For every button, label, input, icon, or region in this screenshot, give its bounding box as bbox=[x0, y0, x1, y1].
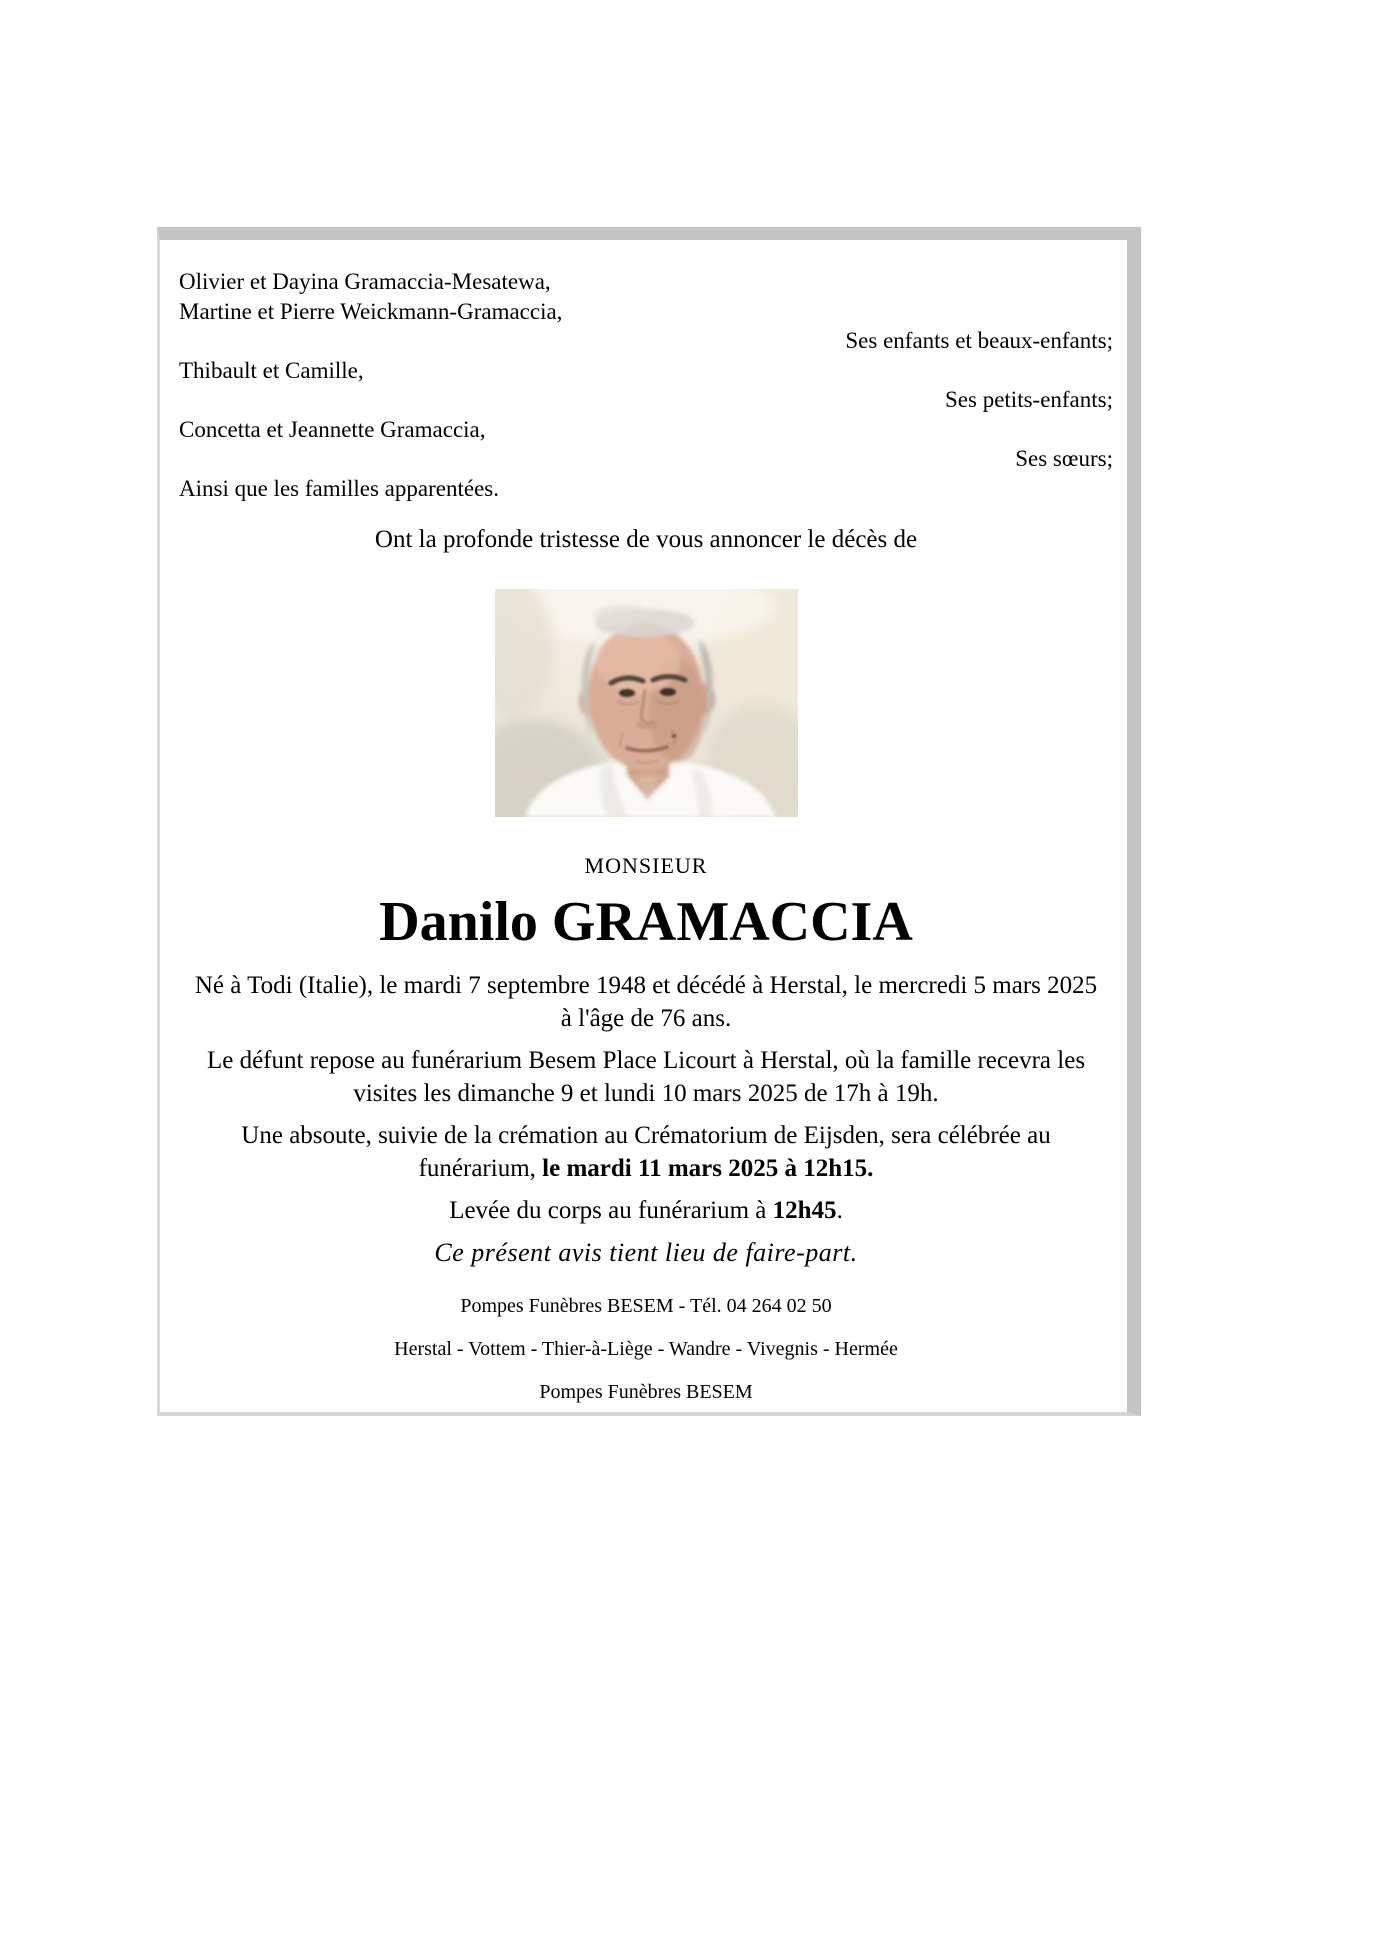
family-line: Ainsi que les familles apparentées. bbox=[179, 475, 499, 501]
birth-death-paragraph bbox=[179, 969, 1113, 1035]
text-run: funérarium, bbox=[418, 1155, 543, 1182]
relation-line: Ses sœurs; bbox=[1015, 446, 1113, 471]
text-line bbox=[179, 1152, 1113, 1185]
text-line: Une absoute, suivie de la crémation au Crématorium de Eijsden, sera célébrée au bbox=[241, 1122, 1051, 1149]
levee-paragraph bbox=[179, 1194, 1113, 1227]
announcement-line: Ont la profonde tristesse de vous annoncer le décès de bbox=[374, 526, 918, 553]
obituary-card bbox=[157, 227, 1141, 1416]
text-line: Né à Todi (Italie), le mardi 7 septembre 1948 et décédé à Herstal, le mercredi 5 mars 2025 bbox=[194, 972, 1098, 999]
portrait-image bbox=[495, 589, 798, 817]
family-line: Concetta et Jeannette Gramaccia, bbox=[179, 416, 486, 442]
honorific: MONSIEUR bbox=[584, 853, 708, 878]
text-run: Levée du corps au funérarium à bbox=[449, 1197, 773, 1224]
family-names-block bbox=[179, 267, 1113, 503]
deceased-name: Danilo GRAMACCIA bbox=[379, 891, 913, 953]
deceased-portrait bbox=[179, 589, 1113, 817]
family-line: Thibault et Camille, bbox=[179, 357, 364, 383]
ceremony-paragraph bbox=[179, 1119, 1113, 1185]
levee-time: 12h45 bbox=[772, 1197, 837, 1224]
funeral-home-name: Pompes Funèbres BESEM bbox=[539, 1381, 753, 1403]
funeral-home-locations: Herstal - Vottem - Thier-à-Liège - Wandre - Vivegnis - Hermée bbox=[394, 1338, 898, 1360]
family-line: Martine et Pierre Weickmann-Gramaccia, bbox=[179, 298, 563, 324]
faire-part-notice: Ce présent avis tient lieu de faire-part. bbox=[434, 1238, 858, 1267]
obituary-content bbox=[160, 240, 1127, 1412]
relation-line: Ses petits-enfants; bbox=[945, 387, 1113, 412]
text-line: Le défunt repose au funérarium Besem Place Licourt à Herstal, où la famille recevra les bbox=[206, 1047, 1086, 1074]
family-line: Olivier et Dayina Gramaccia-Mesatewa, bbox=[179, 269, 551, 294]
ceremony-datetime: le mardi 11 mars 2025 à 12h15. bbox=[542, 1155, 874, 1182]
relation-line: Ses enfants et beaux-enfants; bbox=[845, 328, 1113, 353]
funeral-home-contact: Pompes Funèbres BESEM - Tél. 04 264 02 50 bbox=[460, 1295, 832, 1317]
text-run: . bbox=[836, 1197, 843, 1224]
repose-paragraph bbox=[179, 1044, 1113, 1110]
text-line: visites les dimanche 9 et lundi 10 mars 2025 de 17h à 19h. bbox=[353, 1080, 939, 1107]
text-line bbox=[179, 1194, 1113, 1227]
text-line: à l'âge de 76 ans. bbox=[560, 1005, 732, 1032]
